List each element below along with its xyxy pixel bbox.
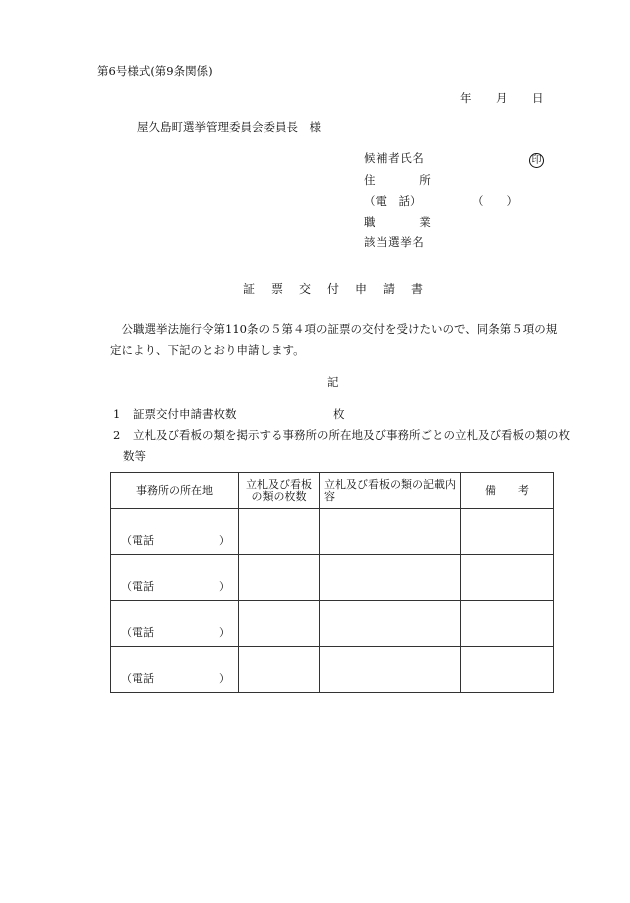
tel-close: ）: [219, 672, 230, 685]
tel-open: （電話: [121, 534, 154, 547]
addressee: 屋久島町選挙管理委員会委員長 様: [137, 120, 321, 134]
seal-mark: 印: [529, 153, 544, 168]
sign-count-cell[interactable]: [239, 647, 320, 693]
remarks-cell[interactable]: [461, 555, 554, 601]
tel-open: （電話: [121, 580, 154, 593]
item-1-text: 証票交付申請書枚数: [133, 407, 237, 421]
table-row: [111, 555, 554, 601]
header-sign-content: 立札及び看板の類の記載内容: [320, 473, 461, 509]
table-row: [111, 601, 554, 647]
occupation-label: 職 業: [364, 215, 433, 229]
telephone-paren: （ ）: [472, 194, 518, 208]
table-row: [111, 509, 554, 555]
telephone-label: （電 話）: [364, 194, 422, 208]
tel-close: ）: [219, 626, 230, 639]
header-remarks: 備 考: [461, 473, 554, 509]
tel-close: ）: [219, 534, 230, 547]
header-sign-count: 立札及び看板の類の枚数: [239, 473, 320, 509]
election-name-label: 該当選挙名: [364, 235, 425, 249]
tel-open: （電話: [121, 672, 154, 685]
remarks-cell[interactable]: [461, 601, 554, 647]
item-2-number: 2: [113, 428, 121, 442]
sign-content-cell[interactable]: [320, 555, 461, 601]
sign-content-cell[interactable]: [320, 647, 461, 693]
sign-content-cell[interactable]: [320, 509, 461, 555]
office-location-cell[interactable]: [111, 509, 239, 555]
body-paragraph: 公職選挙法施行令第110条の５第４項の証票の交付を受けたいので、同条第５項の規定により、下記のとおり申請します。: [110, 322, 558, 357]
document-title: 証票交付申請書: [243, 282, 440, 296]
date-month: 月: [496, 91, 508, 105]
remarks-cell[interactable]: [461, 647, 554, 693]
date-day: 日: [532, 91, 544, 105]
table-row: [111, 647, 554, 693]
ki-heading: 記: [327, 375, 339, 389]
remarks-cell[interactable]: [461, 509, 554, 555]
sign-content-cell[interactable]: [320, 601, 461, 647]
office-location-cell[interactable]: [111, 555, 239, 601]
tel-open: （電話: [121, 626, 154, 639]
tel-close: ）: [219, 580, 230, 593]
item-1-unit: 枚: [333, 407, 345, 421]
office-table: [110, 472, 554, 693]
header-office-location: 事務所の所在地: [111, 473, 239, 509]
office-location-cell[interactable]: [111, 601, 239, 647]
item-1-number: 1: [113, 407, 121, 421]
sign-count-cell[interactable]: [239, 601, 320, 647]
candidate-name-label: 候補者氏名: [364, 151, 425, 165]
sign-count-cell[interactable]: [239, 509, 320, 555]
address-label: 住 所: [364, 173, 433, 187]
office-location-cell[interactable]: [111, 647, 239, 693]
sign-count-cell[interactable]: [239, 555, 320, 601]
date-year: 年: [460, 91, 472, 105]
table-header-row: [111, 473, 554, 509]
item-2-text: 立札及び看板の類を掲示する事務所の所在地及び事務所ごとの立札及び看板の類の枚数等: [123, 428, 570, 463]
form-number: 第6号様式(第9条関係): [97, 64, 213, 78]
